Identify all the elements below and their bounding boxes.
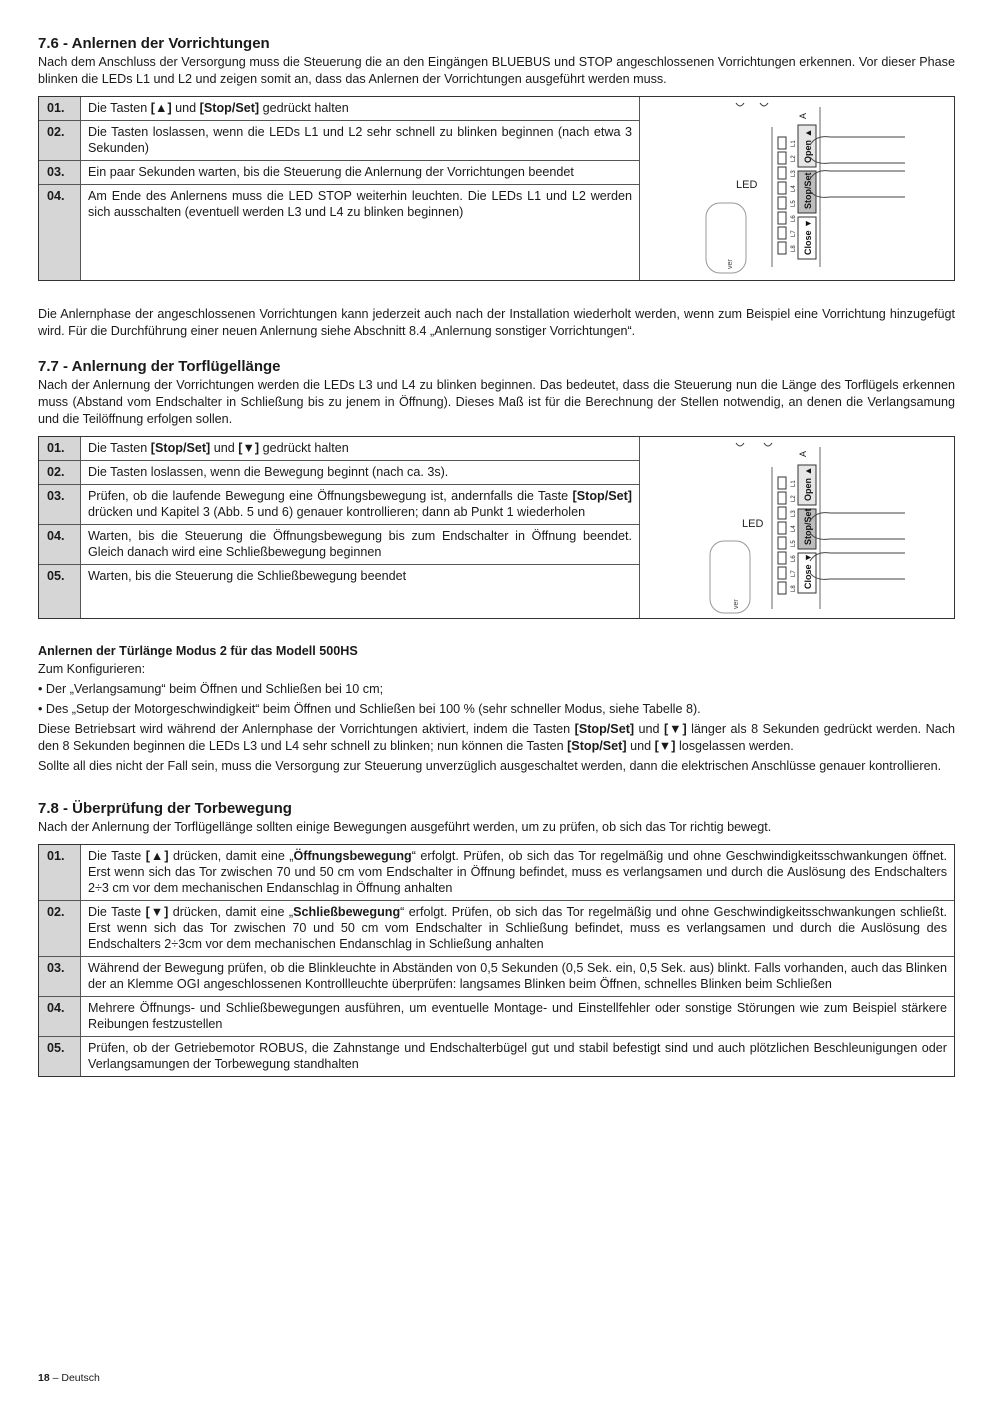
step-text: Die Taste [▼] drücken, damit eine „Schließbewegung“ erfolgt. Prüfen, ob sich das Tor regelmäßig und ohne Geschwindigkeitsschwankungen schließt. Erst wenn sich das Tor zwischen 70 und 50 cm vom Endschalter in Schließung befindet, muss es verlangsamen und durch die Auslösung des Endschalters 2÷3cm vor dem mechanischen Endanschlag in Schließung anhalten: [88, 905, 947, 951]
step-number: 05.: [39, 1037, 81, 1076]
footer-language: – Deutsch: [49, 1372, 100, 1384]
step-text: Prüfen, ob die laufende Bewegung eine Öffnungsbewegung ist, andernfalls die Taste [Stop/Set] drücken und Kapitel 3 (Abb. 5 und 6) genauer kontrollieren; dann ab Punkt 1 wiederholen: [88, 489, 632, 519]
step-number: 01.: [39, 437, 81, 460]
hand-fingers: [810, 137, 905, 198]
control-board-figure: [640, 97, 954, 280]
section-intro-7-8: Nach der Anlernung der Torflügellänge sollten einige Bewegungen ausgeführt werden, um zu prüfen, ob sich das Tor richtig bewegt.: [38, 820, 772, 834]
step-number: 03.: [39, 957, 81, 996]
step-text: Während der Bewegung prüfen, ob die Blinkleuchte in Abständen von 0,5 Sekunden (0,5 Sek. ein, 0,5 Sek. aus) blinkt. Falls vorhanden, auch das Blinken der an Klemme OGI angeschlossenen Kontrollleuchte überprüfen: langsames Blinken beim Öffnen, schnelles Blinken beim Schließen: [88, 961, 947, 991]
section-title-7-7: 7.7 - Anlernung der Torflügellänge: [38, 358, 281, 375]
led-name-label: L8: [791, 585, 797, 592]
page-number: 18: [38, 1372, 50, 1384]
led-name-label: L3: [791, 510, 797, 517]
step-row: [39, 437, 639, 461]
step-row: [39, 845, 954, 901]
led-label: LED: [736, 179, 758, 191]
led-indicator: [778, 552, 786, 564]
led-indicator: [778, 137, 786, 149]
control-board-figure: [640, 437, 954, 618]
steps-table-7-8: [38, 844, 955, 1077]
led-name-label: L6: [791, 555, 797, 562]
step-row: [39, 161, 639, 185]
mode2-bullet: • Der „Verlangsamung“ beim Öffnen und Schließen bei 10 cm;: [38, 682, 384, 696]
step-number: 02.: [39, 121, 81, 160]
led-name-label: L3: [791, 170, 797, 177]
step-text: Mehrere Öffnungs- und Schließbewegungen ausführen, um eventuelle Montage- und Einstellfehler oder sonstige Störungen wie zum Beispiel stärkere Reibungen festzustellen: [88, 1001, 947, 1031]
step-text: Warten, bis die Steuerung die Schließbewegung beendet: [88, 569, 407, 583]
led-name-label: L1: [791, 140, 797, 147]
led-name-label: L7: [791, 230, 797, 237]
step-number: 03.: [39, 485, 81, 524]
led-indicator: [778, 522, 786, 534]
step-text: Warten, bis die Steuerung die Öffnungsbewegung bis zum Endschalter in Öffnung beendet. Gleich danach wird eine Schließbewegung beginnen: [88, 529, 632, 559]
step-text: Die Tasten [▲] und [Stop/Set] gedrückt halten: [88, 101, 349, 115]
board-button-label: Close ▼: [803, 219, 813, 255]
step-number: 02.: [39, 461, 81, 484]
led-indicator: [778, 537, 786, 549]
step-text: Am Ende des Anlernens muss die LED STOP weiterhin leuchten. Die LEDs L1 und L2 werden sich ausschalten (eventuell werden L3 und L4 zu blinken beginnen): [88, 189, 632, 219]
step-row: [39, 97, 639, 121]
led-name-label: L5: [791, 200, 797, 207]
led-buttons-illustration: [640, 437, 954, 618]
steps-table-7-6: [38, 96, 955, 281]
step-number: 02.: [39, 901, 81, 956]
step-number: 01.: [39, 97, 81, 120]
step-number: 04.: [39, 997, 81, 1036]
step-row: [39, 1037, 954, 1076]
step-number: 04.: [39, 185, 81, 280]
led-name-label: L6: [791, 215, 797, 222]
led-name-label: L2: [791, 495, 797, 502]
led-indicator: [778, 152, 786, 164]
step-row: [39, 461, 639, 485]
hand-fingers: [810, 513, 905, 580]
board-button-label: Close ▼: [803, 553, 813, 589]
side-text: ver: [727, 259, 734, 269]
page-footer: [38, 1372, 100, 1384]
mode2-bullet: • Des „Setup der Motorgeschwindigkeit“ beim Öffnen und Schließen bei 100 % (sehr schneller Modus, siehe Tabelle 8).: [38, 702, 701, 716]
led-name-label: L1: [791, 480, 797, 487]
step-row: [39, 957, 954, 997]
board-button-label: Stop/Set: [803, 508, 813, 545]
led-indicator: [778, 182, 786, 194]
step-text: Die Tasten [Stop/Set] und [▼] gedrückt halten: [88, 441, 349, 455]
led-indicator: [778, 582, 786, 594]
step-text: Die Tasten loslassen, wenn die Bewegung beginnt (nach ca. 3s).: [88, 465, 449, 479]
led-indicator: [778, 227, 786, 239]
mode2-config: Zum Konfigurieren:: [38, 662, 146, 676]
led-indicator: [778, 477, 786, 489]
step-number: 01.: [39, 845, 81, 900]
led-label: LED: [742, 518, 764, 530]
step-text: Prüfen, ob der Getriebemotor ROBUS, die Zahnstange und Endschalterbügel gut und stabil befestigt sind und auch plötzlichen Beschleunigungen oder Verlangsamungen der Torbewegung standhalten: [88, 1041, 947, 1071]
step-row: [39, 185, 639, 280]
led-indicator: [778, 492, 786, 504]
mode2-paragraph: Sollte all dies nicht der Fall sein, muss die Versorgung zur Steuerung unverzüglich ausgeschaltet werden, dann die elektrischen Anschlüsse genauer kontrollieren.: [38, 759, 942, 773]
page-content: [38, 34, 955, 1077]
step-number: 03.: [39, 161, 81, 184]
step-text: Ein paar Sekunden warten, bis die Steuerung die Anlernung der Vorrichtungen beendet: [88, 165, 574, 179]
led-name-label: L8: [791, 245, 797, 252]
led-name-label: L4: [791, 525, 797, 532]
led-buttons-illustration: [640, 97, 954, 280]
section-title-7-8: 7.8 - Überprüfung der Torbewegung: [38, 800, 292, 817]
board-button-label: Open ▲: [803, 128, 813, 163]
led-indicator: [778, 197, 786, 209]
step-text: Die Taste [▲] drücken, damit eine „Öffnungsbewegung“ erfolgt. Prüfen, ob sich das Tor regelmäßig und ohne Geschwindigkeitsschwankungen öffnet. Erst wenn sich das Tor zwischen 70 und 50 cm vom Endschalter in Öffnung befindet, muss es verlangsamen und durch die Auslösung des Endschalters 2÷3 cm vor dem mechanischen Endanschlag in Öffnung anhalten: [88, 849, 947, 895]
step-row: [39, 525, 639, 565]
led-indicator: [778, 212, 786, 224]
step-row: [39, 997, 954, 1037]
steps-table-7-7: [38, 436, 955, 619]
step-row: [39, 565, 639, 618]
section-title-7-6: 7.6 - Anlernen der Vorrichtungen: [38, 35, 270, 52]
led-name-label: L7: [791, 570, 797, 577]
led-indicator: [778, 507, 786, 519]
section-intro-7-7: Nach der Anlernung der Vorrichtungen werden die LEDs L3 und L4 zu blinken beginnen. Das bedeutet, dass die Steuerung nun die Länge des Torflügels erkennen muss (Abstand vom Endschalter in Schließung bis zu jenem in Öffnung). Dieses Maß ist für die Berechnung der Stellen notwendig, an denen die Verlangsamung und die Teilöffnung erfolgen sollen.: [38, 378, 955, 426]
led-indicator: [778, 242, 786, 254]
step-text: Die Tasten loslassen, wenn die LEDs L1 und L2 sehr schnell zu blinken beginnen (nach etwa 3 Sekunden): [88, 125, 632, 155]
led-indicator: [778, 567, 786, 579]
section-after-7-6: Die Anlernphase der angeschlossenen Vorrichtungen kann jederzeit auch nach der Installation wiederholt werden, wenn zum Beispiel eine Vorrichtung hinzugefügt wird. Für die Durchführung einer neuen Anlernung siehe Abschnitt 8.4 „Anlernung sonstiger Vorrichtungen“.: [38, 307, 955, 338]
svg-text:A: A: [798, 450, 808, 457]
step-row: [39, 485, 639, 525]
mode2-title: Anlernen der Türlänge Modus 2 für das Modell 500HS: [38, 644, 358, 658]
board-button-label: Open ▲: [803, 466, 813, 501]
side-text: ver: [733, 599, 740, 609]
step-row: [39, 121, 639, 161]
led-name-label: L5: [791, 540, 797, 547]
section-intro-7-6: Nach dem Anschluss der Versorgung muss die Steuerung die an den Eingängen BLUEBUS und STOP angeschlossenen Vorrichtungen erkennen. Vor dieser Phase blinken die LEDs L1 und L2 und zeigen somit an, dass das Anlernen der Vorrichtungen ausgeführt werden muss.: [38, 55, 955, 86]
svg-text:A: A: [798, 112, 808, 119]
led-name-label: L2: [791, 155, 797, 162]
led-indicator: [778, 167, 786, 179]
step-number: 04.: [39, 525, 81, 564]
step-number: 05.: [39, 565, 81, 618]
mode2-paragraph: Diese Betriebsart wird während der Anlernphase der Vorrichtungen aktiviert, indem die Tasten [Stop/Set] und [▼] länger als 8 Sekunden gedrückt werden. Nach den 8 Sekunden beginnen die LEDs L3 und L4 sehr schnell zu blinken; nun können die Tasten [Stop/Set] und [▼] losgelassen werden.: [38, 722, 956, 753]
board-button-label: Stop/Set: [803, 172, 813, 209]
step-row: [39, 901, 954, 957]
led-name-label: L4: [791, 185, 797, 192]
